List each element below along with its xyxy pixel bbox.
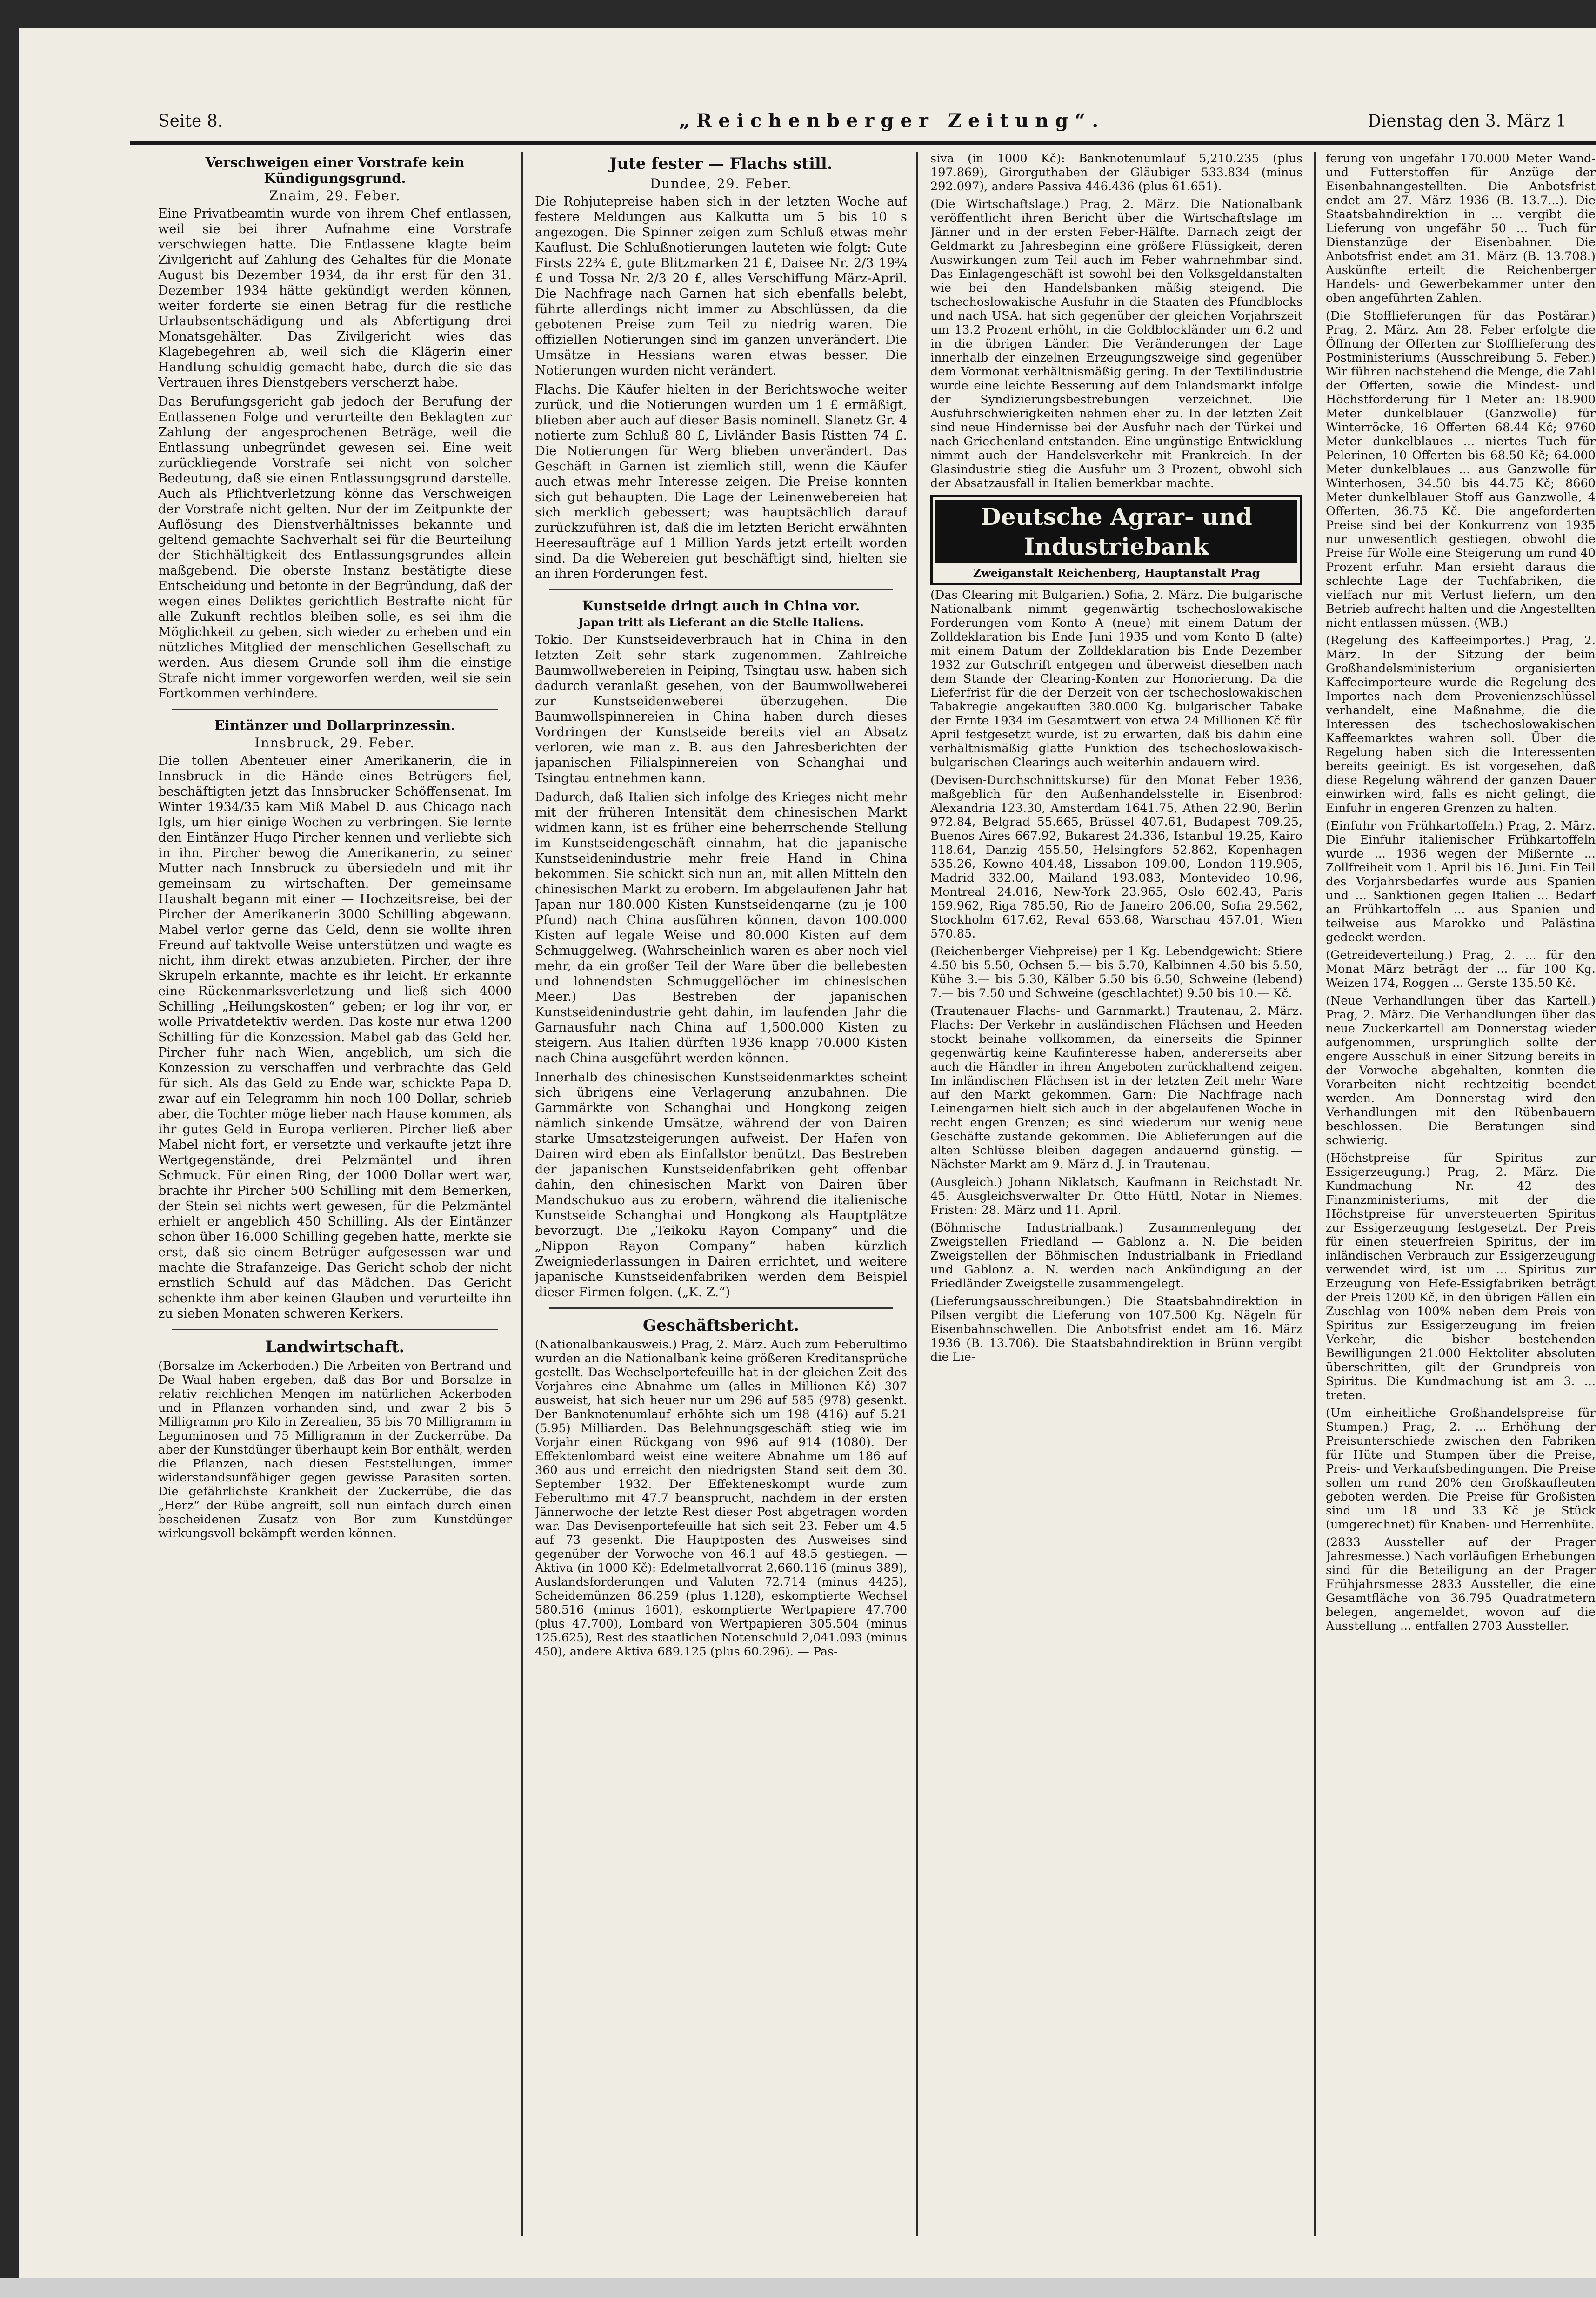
article-headline: Verschweigen einer Vorstrafe kein Kündigungsgrund. [205,154,465,186]
article-separator [172,1329,498,1330]
column-rule [916,152,918,2236]
section-heading: Landwirtschaft. [265,1338,405,1356]
article-headline: Kunstseide dringt auch in China vor. [582,598,860,614]
running-head [130,107,1596,135]
article-paragraph: (Devisen-Durchschnittskurse) für den Monat Feber 1936, maßgeblich für den Außenhandelsstelle in Eisenbrod: Alexandria 123.30, Amsterdam 1641.75, Athen 22.90, Berlin 972.84, Belgrad 55.665, Brüssel 407.61, Budapest 709.25, Buenos Aires 667.92, Bukarest 24.336, Istanbul 19.25, Kairo 118.64, Danzig 455.50, Helsingfors 52.862, Kopenhagen 535.26, Kowno 404.48, Lissabon 109.00, London 119.905, Madrid 332.00, Mailand 193.083, Montevideo 10.96, Montreal 24.016, New-York 23.965, Oslo 602.43, Paris 159.962, Riga 785.50, Rio de Janeiro 206.00, Sofia 29.562, Stockholm 617.62, Reval 653.68, Warschau 457.01, Wien 570.85. [930,773,1302,941]
article-paragraph: (Reichenberger Viehpreise) per 1 Kg. Lebendgewicht: Stiere 4.50 bis 5.50, Ochsen 5.— bis 5.70, Kalbinnen 4.50 bis 5.50, Kühe 3.— bis 5.30, Kälber 5.50 bis 6.50, Schweine (lebend) 7.— bis 7.50 und Schweine (geschlachtet) 9.50 bis 10.— Kč. [930,945,1302,1000]
article-separator [549,589,893,590]
header-rule [130,141,1596,145]
article-paragraph: (Um einheitliche Großhandelspreise für Stumpen.) Prag, 2. ... Erhöhung der Preisunterschiede zwischen den Fabriken für Hüte und Stumpen über die Preise, Preis- und Verkaufsbedingungen. Die Preise sollen um rund 20% den Großkaufleuten geboten werden. Die Preise für Großisten sind um 18 und 33 Kč je Stück (umgerechnet) für Knaben- und Herrenhüte. [1326,1406,1596,1532]
article-dateline: Dundee, 29. Feber. [650,176,792,191]
column-rule [1314,152,1316,2236]
article-paragraph: Das Berufungsgericht gab jedoch der Berufung der Entlassenen Folge und verurteilte den Beklagten zur Zahlung der angesprochenen Beträge, weil die Entlassung unbegründet gewesen sei. Eine weit zurückliegende Vorstrafe sei nicht von solcher Bedeutung, daß sie einen Entlassungsgrund darstelle. Auch als Pflichtverletzung könne das Verschweigen der Vorstrafe nicht gelten. Nur der im Zeitpunkte der Auflösung des Dienstverhältnisses bekannte und geltend gemachte Sachverhalt sei für die Beurteilung der Stichhältigkeit des Entlassungsgrundes allein maßgebend. Die oberste Instanz bestätigte diese Entscheidung und betonte in der Begründung, daß der wegen eines Deliktes gerichtlich Bestrafte nicht für alle Zukunft rechtlos bleiben solle, es sei ihm die Möglichkeit zu geben, sich wieder zu erheben und ein nützliches Mitglied der menschlichen Gesellschaft zu werden. Aus diesem Grunde soll ihm die einstige Strafe nicht immer vorgeworfen werden, weil sie sein Fortkommen verhindere. [158,395,512,701]
issue-date: Dienstag den 3. März 1 [1368,112,1567,131]
article-paragraph: (Böhmische Industrialbank.) Zusammenlegung der Zweigstellen Friedland — Gablonz a. N. Die beiden Zweigstellen der Böhmischen Industrialbank in Friedland und Gablonz a. N. werden nach Ankündigung an der Friedländer Zweigstelle zusammengelegt. [930,1221,1302,1291]
article-paragraph: (Lieferungsausschreibungen.) Die Staatsbahndirektion in Pilsen vergibt die Lieferung von 107.500 Kg. Nägeln für Eisenbahnschwellen. Die Anbotsfrist endet am 16. März 1936 (B. 13.706). Die Staatsbahndirektion in Brünn vergibt die Lie- [930,1294,1302,1364]
column-3 [930,152,1302,2236]
newspaper-page [130,107,1596,2257]
article-paragraph: Flachs. Die Käufer hielten in der Berichtswoche weiter zurück, und die Notierungen wurden um 1 £ ermäßigt, blieben aber auch auf dieser Basis nominell. Slanetz Gr. 4 notierte zum Schluß 80 £, Livländer Basis Ristten 74 £. Die Notierungen für Werg blieben unverändert. Das Geschäft in Garnen ist ziemlich still, wenn die Käufer auch etwas mehr Interesse zeigen. Die Preise konnten sich gut behaupten. Die Lage der Leinenwebereien hat sich merklich gebessert; was hauptsächlich darauf zurückzuführen ist, daß die im letzten Bericht erwähnten Heeresaufträge auf 1 Million Yards jetzt erteilt worden sind. Da die Webereien gut beschäftigt sind, hielten sie an ihren Forderungen fest. [535,382,907,581]
article-paragraph: siva (in 1000 Kč): Banknotenumlauf 5,210.235 (plus 197.869), Girorguthaben der Gläubiger 533.834 (minus 292.097), andere Passiva 446.436 (plus 61.651). [930,152,1302,194]
article-paragraph: Eine Privatbeamtin wurde von ihrem Chef entlassen, weil sie bei ihrer Aufnahme eine Vorstrafe verschwiegen hatte. Die Entlassene klagte beim Zivilgericht auf Zahlung des Gehaltes für die Monate August bis Dezember 1934, da ihr erst für den 31. Dezember 1934 hätte gekündigt werden können, weiter forderte sie einen Betrag für die restliche Urlaubsentschädigung und als Abfertigung drei Monatsgehälter. Das Zivilgericht wies das Klagebegehren ab, weil sich die Klägerin einer Handlung schuldig gemacht habe, durch die sie das Vertrauen ihres Dienstgebers verscherzt habe. [158,207,512,390]
article-paragraph: (Einfuhr von Frühkartoffeln.) Prag, 2. März. Die Einfuhr italienischer Frühkartoffeln wurde ... 1936 wegen der Mißernte ... Zollfreiheit vom 1. April bis 16. Juni. Ein Teil des Vorjahrsbedarfes wurde aus Spanien und ... Sanktionen gegen Italien ... Bedarf an Frühkartoffeln ... aus Spanien und teilweise aus Marokko und Palästina gedeckt werden. [1326,819,1596,945]
article-paragraph: (Getreideverteilung.) Prag, 2. ... für den Monat März beträgt der ... für 100 Kg. Weizen 174, Roggen ... Gerste 135.50 Kč. [1326,948,1596,990]
column-4 [1326,152,1596,2236]
column-2 [535,152,907,2236]
article-paragraph: (Die Wirtschaftslage.) Prag, 2. März. Die Nationalbank veröffentlicht ihren Bericht über die Wirtschaftslage im Jänner und in der ersten Feber-Hälfte. Darnach zeigt der Geldmarkt zu Jahresbeginn eine größere Flüssigkeit, deren Auswirkungen zum Teil auch im Feber wahrnehmbar sind. Das Einlagengeschäft ist sowohl bei den Volksgeldanstalten wie bei den Handelsbanken mäßig steigend. Die tschechoslowakische Ausfuhr in die Staaten des Pfundblocks und nach USA. hat sich gegenüber der gleichen Vorjahrszeit um 13.2 Prozent erhöht, in die Goldblockländer um 6.2 und in die übrigen Länder. Die Veränderungen der Lage innerhalb der einzelnen Erzeugungszweige sind gegenüber dem Vormonat verhältnismäßig gering. In der Textilindustrie wurde eine leichte Besserung auf dem Inlandsmarkt infolge der Syndizierungsbestrebungen verzeichnet. Die Ausfuhrschwierigkeiten nehmen eher zu. In der letzten Zeit sind neue Hindernisse bei der Ausfuhr nach der Türkei und nach Griechenland entstanden. Eine ungünstige Entwicklung nimmt auch der Handelsverkehr mit Frankreich. In der Glasindustrie stieg die Ausfuhr um 3 Prozent, obwohl sich der Absatzausfall in Italien bemerkbar machte. [930,197,1302,490]
article-paragraph: (Neue Verhandlungen über das Kartell.) Prag, 2. März. Die Verhandlungen über das neue Zuckerkartell am Donnerstag wieder aufgenommen, ursprünglich sollte der engere Ausschuß in einer Sitzung bereits in der Vorwoche abgehalten, konnten die Vorarbeiten nicht rechtzeitig beendet werden. Am Donnerstag wird den Verhandlungen mit den Rübenbauern beschlossen. Die Beratungen sind schwierig. [1326,994,1596,1147]
article-paragraph: (2833 Aussteller auf der Prager Jahresmesse.) Nach vorläufigen Erhebungen sind für die Beteiligung an der Prager Frühjahrsmesse 2833 Aussteller, die eine Gesamtfläche von 36.795 Quadratmetern belegen, angemeldet, wovon auf die Ausstellung ... entfallen 2703 Aussteller. [1326,1535,1596,1633]
advertisement-subtitle: Zweiganstalt Reichenberg, Hauptanstalt Prag [973,566,1260,580]
scan-border-left [0,0,19,2298]
bank-advertisement [930,495,1302,585]
article-paragraph: (Regelung des Kaffeeimportes.) Prag, 2. März. In der Sitzung der beim Großhandelsministerium organisierten Kaffeeimporteure wurde die Regelung des Importes nach dem Provenienzschlüssel verhandelt, eine Maßnahme, die die Interessen des tschechoslowakischen Kaffeemarktes wahren soll. Über die Regelung haben sich die Interessenten bereits geeinigt. Es ist vorgesehen, daß diese Regelung während der ganzen Dauer einwirken wird, falls es nicht gelingt, die Einfuhr in engeren Grenzen zu halten. [1326,634,1596,815]
article-paragraph: (Nationalbankausweis.) Prag, 2. März. Auch zum Feberultimo wurden an die Nationalbank keine größeren Kreditansprüche gestellt. Das Wechselportefeuille hat in der gleichen Zeit des Vorjahres eine Abnahme um (alles in Millionen Kč) 307 ausweist, hat sich heuer nur um 296 auf 585 (978) gesenkt. Der Banknotenumlauf erhöhte sich um 198 (416) auf 5.21 (5.95) Milliarden. Das Belehnungsgeschäft stieg wie im Vorjahr einen Rückgang von 996 auf 914 (1080). Der Effektenlombard weist eine weitere Abnahme um 186 auf 360 aus und erreicht den niedrigsten Stand seit dem 30. September 1932. Der Effekteneskompt wurde zum Feberultimo mit 47.7 beansprucht, nachdem in der ersten Jännerwoche der letzte Rest dieser Post abgetragen worden war. Das Devisenportefeuille hat sich seit 23. Feber um 4.5 auf 73 gesenkt. Die Hauptposten des Ausweises sind gegenüber der Vorwoche von 46.1 auf 48.5 gestiegen. — Aktiva (in 1000 Kč): Edelmetallvorrat 2,660.116 (minus 389), Auslandsforderungen und Valuten 72.714 (minus 4425), Scheidemünzen 86.259 (plus 1.128), eskomptierte Wechsel 580.516 (minus 1601), eskomptierte Wertpapiere 47.700 (plus 47.700), Lombard von Wertpapieren 305.504 (minus 125.625), Rest des staatlichen Notenschuld 2,041.093 (minus 450), andere Aktiva 689.125 (plus 60.296). — Pas- [535,1338,907,1659]
article-paragraph: Die tollen Abenteuer einer Amerikanerin, die in Innsbruck in die Hände eines Betrügers fiel, beschäftigten jetzt das Innsbrucker Schöffensenat. Im Winter 1934/35 kam Miß Mabel D. aus Chicago nach Igls, um hier einige Wochen zu verbringen. Sie lernte den Eintänzer Hugo Pircher kennen und verliebte sich in ihn. Pircher bewog die Amerikanerin, zu seiner Mutter nach Innsbruck zu übersiedeln und mit ihr gemeinsam zu wirtschaften. Der gemeinsame Haushalt begann mit einer — Hochzeitsreise, bei der Pircher der Amerikanerin 3000 Schilling abgewann. Mabel verlor gerne das Geld, denn sie wollte ihren Freund auf taktvolle Weise unterstützen und wagte es nicht, ihm direkt etwas anzubieten. Pircher, der ihre Skrupeln erkannte, machte es ihr leicht. Er erkannte eine Rückenmarksverletzung und ließ sich 4000 Schilling „Heilungskosten“ geben; er log ihr vor, er wolle Privatdetektiv werden. Das koste nur etwa 1200 Schilling für die Konzession. Mabel gab das Geld her. Pircher fuhr nach Wien, angeblich, um sich die Konzession zu verschaffen und verbrachte das Geld für sich. Als das Geld zu Ende war, schickte Papa D. zwar auf ein Telegramm hin noch 100 Dollar, schrieb aber, die Tochter möge lieber nach Hause kommen, als ihr gutes Geld in Europa verlieren. Pircher ließ aber Mabel nicht fort, er versetzte und verkaufte jetzt ihre Wertgegenstände, drei Pelzmäntel und ihren Schmuck. Für einen Ring, der 1000 Dollar wert war, brachte ihr Pircher 500 Schilling mit dem Bemerken, der Stein sei nichts wert gewesen, für die Pelzmäntel erhielt er angeblich 450 Schilling. Als der Eintänzer schon über 16.000 Schilling gegeben hatte, merkte sie erst, daß sie einem Betrüger aufgesessen war und machte die Strafanzeige. Das Gericht schob der nicht ernstlich Schuld auf das Mädchen. Das Gericht schenkte ihm aber keinen Glauben und verurteilte ihn zu sieben Monaten schweren Kerkers. [158,754,512,1321]
article-separator [172,709,498,710]
scan-border-bottom [0,2278,1596,2298]
article-dateline: Znaim, 29. Feber. [269,188,401,203]
advertisement-title: Deutsche Agrar- und Industriebank [935,500,1297,563]
article-paragraph: (Das Clearing mit Bulgarien.) Sofia, 2. März. Die bulgarische Nationalbank nimmt gegenwärtig tschechoslowakische Forderungen vom Konto A (neue) mit einem Datum der Zolldeklaration bis Ende Juni 1935 und vom Konto B (alte) mit einem Datum der Zolldeklaration bis Ende Dezember 1932 zur Gutschrift entgegen und überweist dieselben nach dem Stande der Clearing-Konten zur Honorierung. Da die Lieferfrist für die der Derzeit von der tschechoslowakischen Tabakregie angekauften 380.000 Kg. bulgarischer Tabake der Ernte 1934 im Gesamtwert von etwa 24 Millionen Kč für April festgesetzt wurde, ist zu erwarten, daß bis dahin eine verhältnismäßig glatte Funktion des tschechoslowakisch-bulgarischen Clearings auch weiterhin andauern wird. [930,588,1302,770]
article-subheadline: Japan tritt als Lieferant an die Stelle Italiens. [578,616,864,629]
article-paragraph: (Höchstpreise für Spiritus zur Essigerzeugung.) Prag, 2. März. Die Kundmachung Nr. 42 des Finanzministeriums, mit der die Höchstpreise für unversteuerten Spiritus zur Essigerzeugung festgesetzt. Der Preis für einen steuerfreien Spiritus, der im inländischen Verbrauch zur Essigerzeugung verwendet wird, ist um ... Spiritus zur Erzeugung von Hefe-Essigfabriken beträgt der Preis 1200 Kč, in den übrigen Fällen ein Zuschlag von 100% neben dem Preis von Spiritus zur Essigerzeugung im freien Verkehr, die bisher bestehenden Bewilligungen 21.000 Hektoliter absoluten überschritten, gilt der Grundpreis von Spiritus. Die Kundmachung ist am 3. ... treten. [1326,1151,1596,1402]
article-paragraph: (Trautenauer Flachs- und Garnmarkt.) Trautenau, 2. März. Flachs: Der Verkehr in ausländischen Flächsen und Heeden stockt beinahe vollkommen, da einerseits die Spinner gegenwärtig keine Kaufinteresse haben, andererseits aber auch die Händler in ihren Angeboten zurückhaltend zeigen. Im inländischen Flächsen ist in der letzten Zeit mehr Ware auf den Markt gekommen. Garn: Die Nachfrage nach Leinengarnen hielt sich auch in der abgelaufenen Woche in recht engen Grenzen; es sind wiederum nur wenig neue Geschäfte zustande gekommen. Die Ablieferungen auf die alten Schlüsse bleiben dagegen andauernd günstig. — Nächster Markt am 9. März d. J. in Trautenau. [930,1004,1302,1172]
article-headline: Jute fester — Flachs still. [609,154,833,173]
article-paragraph: Die Rohjutepreise haben sich in der letzten Woche auf festere Meldungen aus Kalkutta um 5 bis 10 s angezogen. Die Spinner zeigen zum Schluß etwas mehr Kauflust. Die Schlußnotierungen lauteten wie folgt: Gute Firsts 22¾ £, gute Blitzmarken 21 £, Daisee Nr. 2/3 19¾ £ und Tossa Nr. 2/3 20 £, alles Verschiffung März-April. Die Nachfrage nach Garnen hat sich ebenfalls belebt, führte allerdings nicht immer zu Abschlüssen, da die gebotenen Preise zum Teil zu niedrig waren. Die offiziellen Notierungen sind im ganzen unverändert. Die Umsätze in Hessians waren etwas besser. Die Notierungen wurden nicht verändert. [535,194,907,378]
article-paragraph: (Ausgleich.) Johann Niklatsch, Kaufmann in Reichstadt Nr. 45. Ausgleichsverwalter Dr. Otto Hüttl, Notar in Niemes. Fristen: 28. März und 11. April. [930,1175,1302,1217]
article-paragraph: Innerhalb des chinesischen Kunstseidenmarktes scheint sich übrigens eine Verlagerung anzubahnen. Die Garnmärkte von Schanghai und Hongkong zeigen nämlich sinkende Umsätze, während der von Dairen starke Umsatzsteigerungen aufweist. Der Hafen von Dairen wird eben als Einfallstor benützt. Das Bestreben der japanischen Kunstseidenfabriken geht offenbar dahin, den chinesischen Markt von Dairen über Mandschukuo aus zu erobern, während die italienische Kunstseide Schanghai und Hongkong als Hauptplätze bevorzugt. Die „Teikoku Rayon Company“ und die „Nippon Rayon Company“ haben kürzlich Zweigniederlassungen in Dairen errichtet, und weitere japanische Kunstseidenfabriken werden dem Beispiel dieser Firmen folgen. („K. Z.“) [535,1070,907,1300]
page-number: Seite 8. [158,112,223,131]
column-1 [158,152,512,2236]
masthead: „Reichenberger Zeitung“. [679,110,1105,132]
article-paragraph: Dadurch, daß Italien sich infolge des Krieges nicht mehr mit der früheren Intensität dem chinesischen Markt widmen kann, ist es früher eine beherrschende Stellung im Kunstseidengeschäft einnahm, hat die japanische Kunstseidenindustrie mehr freie Hand in China bekommen. Sie schickt sich nun an, mit allen Mitteln den chinesischen Markt zu erobern. Im abgelaufenen Jahr hat Japan nur 180.000 Kisten Kunstseidengarne (zu je 100 Pfund) nach China ausführen können, davon 100.000 Kisten auf legale Weise und 80.000 Kisten auf dem Schmuggelweg. (Wahrscheinlich waren es aber noch viel mehr, da ein großer Teil der Ware über die bellebesten und lohnendsten Schmuggellöcher im chinesischen Meer.) Das Bestreben der japanischen Kunstseidenindustrie geht dahin, im laufenden Jahr die Garnausfuhr nach China auf 1,500.000 Kisten zu steigern. Aus Italien dürften 1936 knapp 70.000 Kisten nach China ausgeführt werden können. [535,790,907,1065]
article-headline: Eintänzer und Dollarprinzessin. [214,717,456,733]
article-paragraph: Tokio. Der Kunstseideverbrauch hat in China in den letzten Zeit sehr stark zugenommen. Zahlreiche Baumwollwebereien in Peiping, Tsingtau usw. haben sich dadurch veranlaßt gesehen, von der Baumwollweberei zur Kunstseidenweberei überzugehen. Die Baumwollspinnereien in China haben durch dieses Vordringen der Kunstseide bereits viel an Absatz verloren, wie man z. B. aus den Jahresberichten der japanischen Filialspinnereien von Schanghai und Tsingtau entnehmen kann. [535,633,907,785]
article-separator [549,1307,893,1309]
scan-border-top [0,0,1596,28]
article-paragraph: (Die Stofflieferungen für das Postärar.) Prag, 2. März. Am 28. Feber erfolgte die Öffnung der Offerten zur Stofflieferung des Postministeriums (Ausschreibung 5. Feber.) Wir führen nachstehend die Menge, die Zahl der Offerten, sowie die Mindest- und Höchstforderung für 1 Meter an: 18.900 Meter dunkelblauer (Ganzwolle) für Winterröcke, 16 Offerten 68.44 Kč; 9760 Meter dunkelblaues ... niertes Tuch für Pelerinen, 10 Offerten bis 68.50 Kč; 64.000 Meter dunkelblaues ... aus Ganzwolle für Winterhosen, 34.50 bis 44.75 Kč; 8660 Meter dunkelblauer Stoff aus Ganzwolle, 4 Offerten, 36.75 Kč. Die angeforderten Preise sind bei der Konkurrenz von 1935 nur unwesentlich gestiegen, obwohl die Preise für Wolle eine Steigerung um rund 40 Prozent erfuhr. Man ersieht daraus die schlechte Lage der Tuchfabriken, die vielfach nur mit Verlust liefern, um den Betrieb aufrecht halten und die Angestellten nicht entlassen müssen. (WB.) [1326,309,1596,630]
column-rule [521,152,523,2236]
article-paragraph: (Borsalze im Ackerboden.) Die Arbeiten von Bertrand und De Waal haben ergeben, daß das Bor und Borsalze in relativ reichlichen Mengen im natürlichen Ackerboden und in Pflanzen vorhanden sind, und zwar 2 bis 5 Milligramm pro Kilo in Zerealien, 35 bis 70 Milligramm in Leguminosen und 75 Milligramm in der Zuckerrübe. Da aber der Kunstdünger überhaupt kein Bor enthält, werden die Pflanzen, nach diesen Feststellungen, immer widerstandsunfähiger gegen gewisse Parasiten sorten. Die gefährlichste Krankheit der Zuckerrübe, die das „Herz“ der Rübe angreift, soll nun einfach durch einen bescheidenen Zusatz von Bor zum Kunstdünger wirkungsvoll bekämpft werden können. [158,1359,512,1541]
article-paragraph: ferung von ungefähr 170.000 Meter Wand- und Futterstoffen für Anzüge der Eisenbahnangestellten. Die Anbotsfrist endet am 27. März 1936 (B. 13.7...). Die Staatsbahndirektion in ... vergibt die Lieferung von ungefähr 50 ... Tuch für Dienstanzüge der Eisenbahner. Die Anbotsfrist endet am 31. März (B. 13.708.) Auskünfte erteilt die Reichenberger Handels- und Gewerbekammer unter den oben angeführten Zahlen. [1326,152,1596,305]
section-heading: Geschäftsbericht. [643,1316,799,1335]
article-dateline: Innsbruck, 29. Feber. [254,735,415,750]
